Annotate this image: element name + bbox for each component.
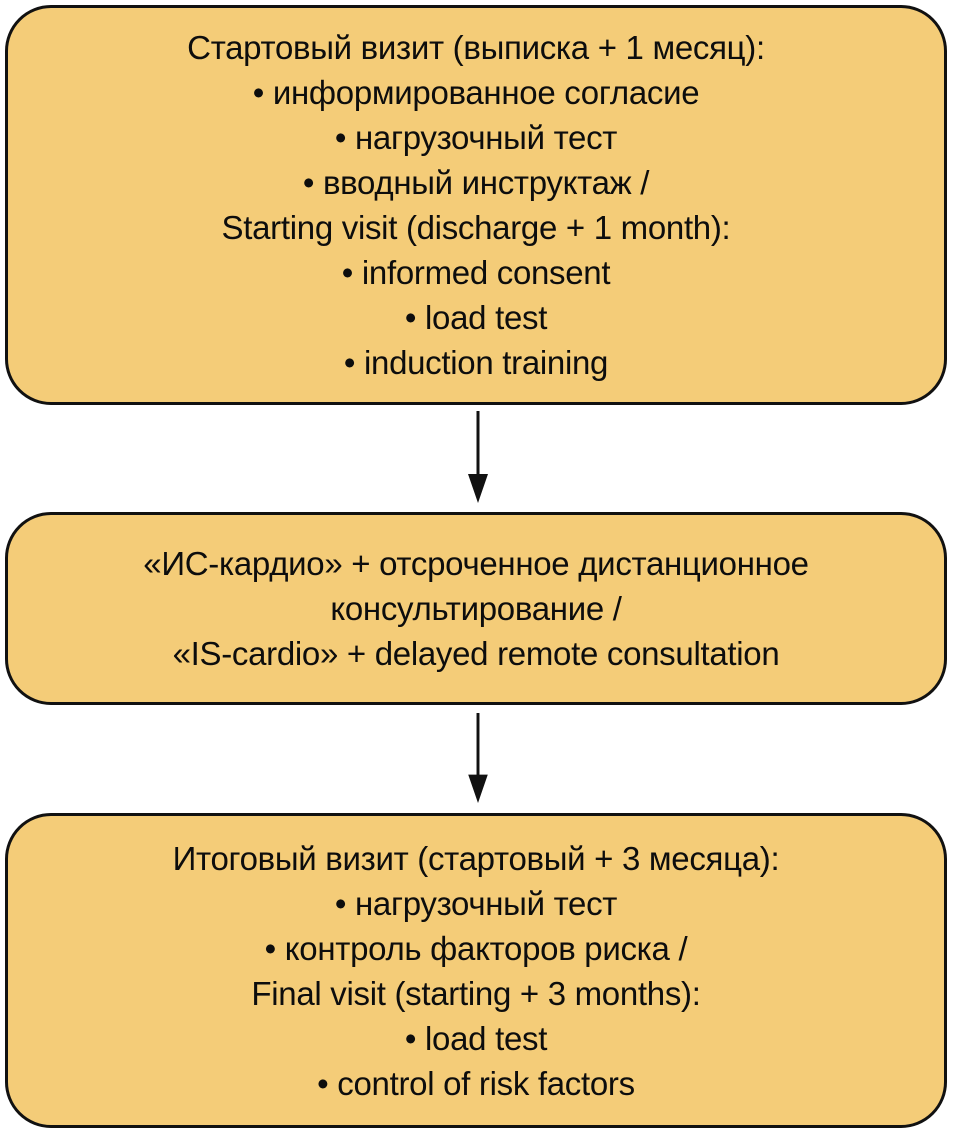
flow-box-is-cardio <box>5 512 947 705</box>
flow-box-line: • control of risk factors <box>317 1064 635 1102</box>
flow-box-line: • load test <box>404 1019 548 1057</box>
flow-box-line: Starting visit (discharge + 1 month): <box>221 209 731 246</box>
flow-box-line: • load test <box>404 299 548 336</box>
flow-box-line: • вводный инструктаж / <box>302 164 650 201</box>
flow-box-line: Итоговый визит (стартовый + 3 месяца): <box>172 839 780 877</box>
flow-box-final-visit <box>5 813 947 1128</box>
arrow-down-icon <box>465 411 491 503</box>
flow-box-line: «ИС-кардио» + отсроченное дистанционное <box>143 545 809 582</box>
flow-box-line: консультирование / <box>330 590 622 627</box>
flow-box-line: Final visit (starting + 3 months): <box>251 974 701 1012</box>
flow-box-line: • информированное согласие <box>252 74 700 111</box>
flow-box-line: • нагрузочный тест <box>334 884 618 922</box>
flow-box-line: «IS-cardio» + delayed remote consultation <box>172 635 780 672</box>
flow-box-line: • informed consent <box>341 254 611 291</box>
flow-box-line: • нагрузочный тест <box>334 119 618 156</box>
flow-box-line: • induction training <box>343 344 609 381</box>
flow-box-line: Стартовый визит (выписка + 1 месяц): <box>187 29 765 66</box>
arrow-down-icon <box>465 713 491 803</box>
flow-box-line: • контроль факторов риска / <box>264 929 688 967</box>
flow-box-starting-visit <box>5 5 947 405</box>
